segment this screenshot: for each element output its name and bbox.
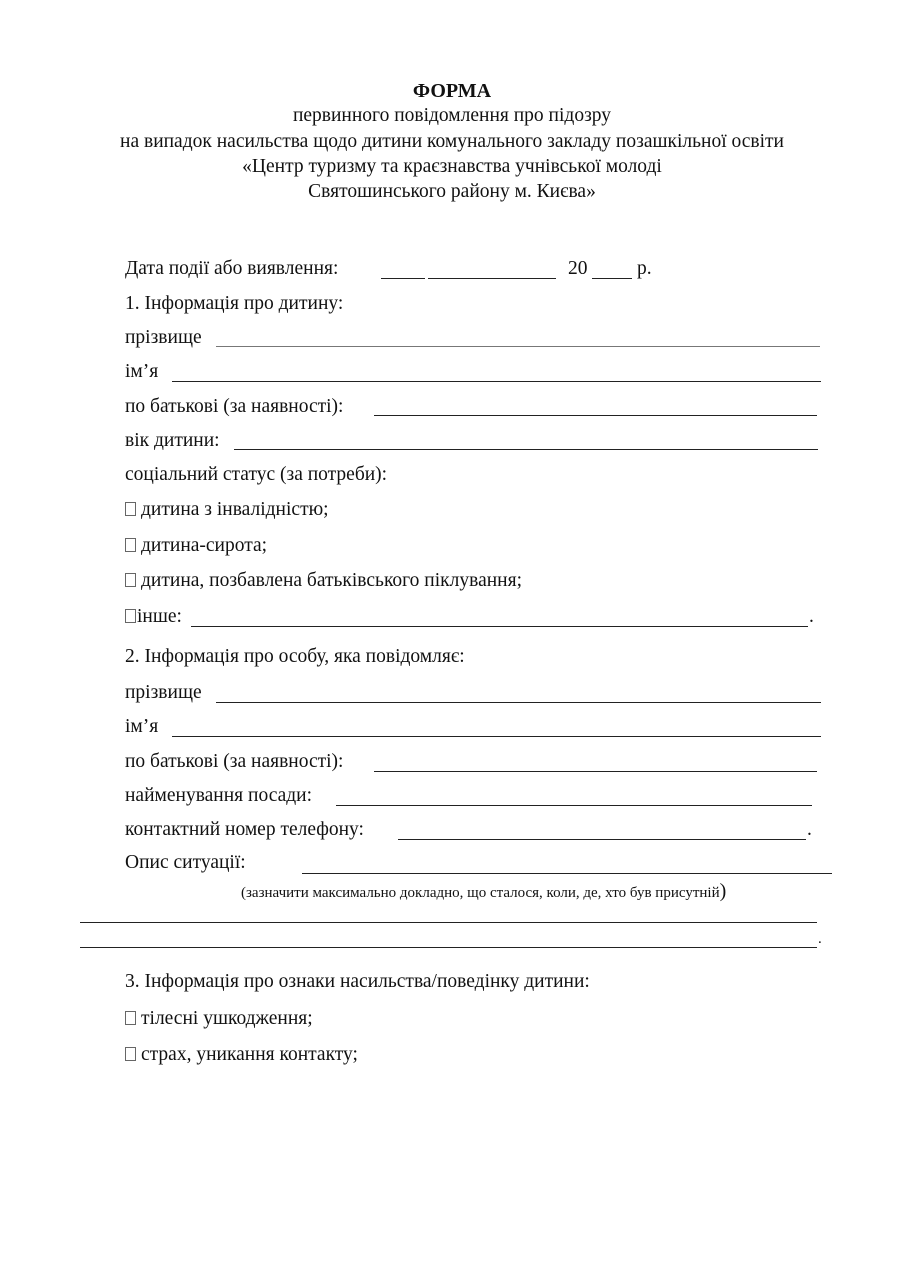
date-year-line[interactable] [592,278,632,279]
reporter-phone-end: . [807,819,812,840]
option-label: дитина з інвалідністю; [141,499,329,520]
status-option-orphan[interactable] [125,535,267,557]
reporter-phone-label: контактний номер телефону: [125,819,364,840]
option-label: дитина, позбавлена батьківського піклування; [141,570,522,591]
situation-line-2[interactable] [80,922,817,923]
date-month-line[interactable] [428,278,556,279]
situation-hint: (зазначити максимально докладно, що сталося, коли, де, хто був присутній) [241,880,727,902]
other-status-line[interactable] [191,626,808,627]
situation-label: Опис ситуації: [125,852,246,873]
status-option-no-parental-care[interactable] [125,570,522,592]
checkbox-icon[interactable] [125,609,136,623]
section1-title: 1. Інформація про дитину: [125,293,344,314]
reporter-surname-line[interactable] [216,702,821,703]
situation-line-1[interactable] [302,873,832,874]
header-line-1: первинного повідомлення про підозру [292,105,612,126]
child-surname-line[interactable] [216,346,820,347]
reporter-phone-line[interactable] [398,839,806,840]
option-label: дитина-сирота; [141,535,268,556]
checkbox-icon[interactable] [125,573,136,587]
form-title: ФОРМА [412,80,492,102]
situation-line-3[interactable] [80,947,817,948]
date-label: Дата події або виявлення: [125,258,339,279]
child-patronymic-line[interactable] [374,415,817,416]
status-option-disability[interactable] [125,499,329,521]
reporter-name-line[interactable] [172,736,821,737]
child-age-label: вік дитини: [125,430,220,451]
reporter-patronymic-label: по батькові (за наявності): [125,751,344,772]
checkbox-icon[interactable] [125,1011,136,1025]
option-label: інше: [137,606,182,627]
header-line-2: на випадок насильства щодо дитини комунального закладу позашкільної освіти [120,131,784,152]
date-day-line[interactable] [381,278,425,279]
reporter-name-label: ім’я [125,716,159,737]
date-year-prefix: 20 [568,258,588,279]
reporter-position-label: найменування посади: [125,785,313,806]
checkbox-icon[interactable] [125,502,136,516]
reporter-patronymic-line[interactable] [374,771,817,772]
situation-end: . [818,931,822,947]
date-suffix: р. [637,258,652,279]
child-age-line[interactable] [234,449,818,450]
option-label: тілесні ушкодження; [141,1008,313,1029]
checkbox-icon[interactable] [125,538,136,552]
status-option-other[interactable] [125,606,182,628]
sign-option-fear[interactable] [125,1044,358,1066]
other-status-end: . [809,606,814,627]
option-label: страх, уникання контакту; [141,1044,358,1065]
section3-title: 3. Інформація про ознаки насильства/поведінку дитини: [125,971,590,992]
checkbox-icon[interactable] [125,1047,136,1061]
reporter-position-line[interactable] [336,805,812,806]
header-line-3: «Центр туризму та краєзнавства учнівської молоді [242,156,662,177]
section2-title: 2. Інформація про особу, яка повідомляє: [125,646,465,667]
child-name-line[interactable] [172,381,821,382]
reporter-surname-label: прізвище [125,682,202,703]
child-name-label: ім’я [125,361,159,382]
sign-option-injuries[interactable] [125,1008,313,1030]
header-line-4: Святошинського району м. Києва» [308,181,596,202]
social-status-label: соціальний статус (за потреби): [125,464,388,485]
child-surname-label: прізвище [125,327,202,348]
child-patronymic-label: по батькові (за наявності): [125,396,344,417]
